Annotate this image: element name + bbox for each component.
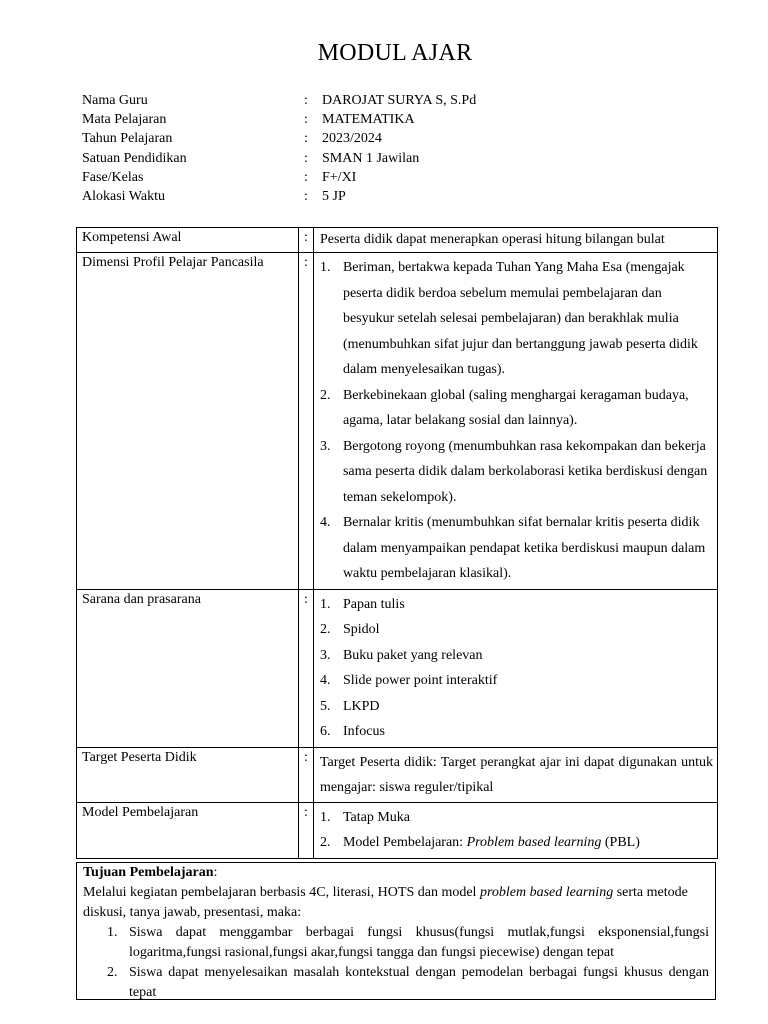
row-model-pembelajaran (77, 802, 718, 858)
list-item-text: Buku paket yang relevan (342, 647, 483, 663)
info-row (82, 189, 476, 208)
tujuan-heading: Tujuan Pembelajaran (83, 865, 214, 880)
row-value (313, 802, 717, 858)
list-item: 4. Slide power point interaktif (319, 673, 498, 688)
list-item-text: Berkebinekaan global (saling menghargai keragaman budaya, agama, latar belakang sosial dan lainnya). (342, 387, 689, 428)
info-colon: : (304, 93, 308, 108)
row-kompetensi-awal (77, 228, 718, 253)
list-item-text: Bernalar kritis (menumbuhkan sifat bernalar kritis peserta didik dalam menyampaikan pendapat ketika berdiskusi maupun dalam waktu pembelajaran klasikal). (342, 515, 706, 581)
row-colon: : (299, 589, 314, 747)
tujuan-pembelajaran-box (76, 862, 716, 1000)
list-item: 3. Buku paket yang relevan (319, 647, 483, 663)
info-colon: : (304, 150, 308, 166)
list-item-text: Beriman, bertakwa kepada Tuhan Yang Maha Esa (mengajak peserta didik berdoa sebelum memulai pembelajaran dan besyukur setelah selesai pembelajaran) dan berakhlak mulia (menumbuhkan sifat jujur dan bertanggung jawab peserta didik dalam menyelesaikan tugas). (342, 260, 698, 377)
list-item-text: Infocus (342, 724, 385, 739)
list-item-text: Spidol (342, 622, 380, 637)
dimensi-list (320, 255, 713, 587)
info-label: Fase/Kelas (82, 169, 144, 185)
document-title: MODUL AJAR (317, 40, 473, 66)
list-item-text: Papan tulis (342, 596, 405, 612)
tujuan-list (83, 923, 709, 1003)
tujuan-heading-line (83, 863, 709, 883)
list-item: 1. Beriman, bertakwa kepada Tuhan Yang Maha Esa (mengajak peserta didik berdoa sebelum memulai pembelajaran dan besyukur setelah selesai pembelajaran) dan berakhlak mulia (menumbuhkan sifat jujur dan bertanggung jawab peserta didik dalam menyelesaikan tugas). (319, 260, 698, 377)
list-item: 2. Siswa dapat menyelesaikan masalah kontekstual dengan pemodelan berbagai fungsi khusus dengan tepat (107, 965, 709, 1000)
info-label: Mata Pelajaran (82, 112, 167, 128)
list-item-suffix: (PBL) (601, 835, 640, 850)
info-value: MATEMATIKA (322, 112, 415, 128)
intro-suffix: serta metode diskusi, tanya jawab, presentasi, maka: (83, 885, 688, 920)
module-table (76, 227, 718, 859)
info-colon: : (304, 188, 308, 204)
row-value (313, 589, 717, 747)
info-label: Satuan Pendidikan (82, 150, 187, 166)
row-value (313, 253, 717, 590)
row-value: Target Peserta didik: Target perangkat ajar ini dapat digunakan untuk mengajar: siswa reguler/tipikal (313, 747, 717, 802)
row-colon: : (299, 802, 314, 858)
row-label: Target Peserta Didik (77, 747, 299, 802)
row-sarana-prasarana (77, 589, 718, 747)
list-item: 2. Model Pembelajaran: Problem based learning (PBL) (319, 835, 640, 850)
info-row (82, 112, 476, 131)
list-item: 2. Berkebinekaan global (saling menghargai keragaman budaya, agama, latar belakang sosial dan lainnya). (319, 387, 689, 428)
info-label: Nama Guru (82, 93, 148, 108)
info-value: F+/XI (322, 169, 357, 185)
list-item-prefix: Model Pembelajaran: (342, 835, 467, 850)
list-item-text: Tatap Muka (342, 809, 410, 825)
info-colon: : (304, 112, 308, 128)
list-item: 2. Spidol (319, 622, 380, 637)
tujuan-intro (83, 883, 709, 923)
tujuan-heading-colon: : (213, 865, 218, 880)
list-item-text: Siswa dapat menyelesaikan masalah kontekstual dengan pemodelan berbagai fungsi khusus dengan tepat (129, 965, 709, 1000)
row-label: Model Pembelajaran (77, 802, 299, 858)
info-value: SMAN 1 Jawilan (322, 150, 420, 166)
row-colon: : (299, 253, 314, 590)
intro-italic: problem based learning (479, 885, 614, 900)
list-item-italic: Problem based learning (466, 835, 602, 850)
row-colon: : (299, 228, 314, 253)
sarana-list (320, 592, 713, 745)
row-dimensi-profil (77, 253, 718, 590)
info-value: DAROJAT SURYA S, S.Pd (322, 93, 477, 108)
list-item: 1. Tatap Muka (319, 809, 410, 825)
info-colon: : (304, 169, 308, 185)
intro-prefix: Melalui kegiatan pembelajaran berbasis 4C, literasi, HOTS dan model (83, 885, 480, 900)
model-list (320, 805, 713, 856)
info-colon: : (304, 131, 308, 147)
info-label: Tahun Pelajaran (82, 131, 173, 147)
list-item: 4. Bernalar kritis (menumbuhkan sifat bernalar kritis peserta didik dalam menyampaikan pendapat ketika berdiskusi maupun dalam waktu pembelajaran klasikal). (319, 515, 706, 581)
row-label: Sarana dan prasarana (77, 589, 299, 747)
list-item: 1. Papan tulis (319, 596, 405, 612)
row-colon: : (299, 747, 314, 802)
list-item-text: Bergotong royong (menumbuhkan rasa kekompakan dan bekerja sama peserta didik dalam berkolaborasi ketika berdiskusi dengan teman sekelompok). (342, 438, 708, 505)
info-row (82, 93, 476, 112)
identity-block (82, 93, 476, 208)
info-row (82, 131, 476, 150)
list-item-text: Slide power point interaktif (342, 673, 498, 688)
info-value: 2023/2024 (322, 131, 382, 147)
info-row (82, 151, 476, 170)
list-item: 3. Bergotong royong (menumbuhkan rasa kekompakan dan bekerja sama peserta didik dalam berkolaborasi ketika berdiskusi dengan teman sekelompok). (319, 438, 708, 505)
list-item-text: Siswa dapat menggambar berbagai fungsi khusus(fungsi mutlak,fungsi eksponensial,fungsi logaritma,fungsi rasional,fungsi akar,fungsi tangga dan fungsi piecewise) dengan tepat (129, 925, 709, 960)
row-target-peserta (77, 747, 718, 802)
row-value: Peserta didik dapat menerapkan operasi hitung bilangan bulat (313, 228, 717, 253)
list-item: 6. Infocus (319, 724, 385, 739)
info-row (82, 170, 476, 189)
info-value: 5 JP (322, 188, 346, 204)
info-label: Alokasi Waktu (82, 188, 165, 204)
row-label: Dimensi Profil Pelajar Pancasila (77, 253, 299, 590)
list-item-text: LKPD (342, 698, 380, 714)
row-label: Kompetensi Awal (77, 228, 299, 253)
list-item: 1. Siswa dapat menggambar berbagai fungsi khusus(fungsi mutlak,fungsi eksponensial,fungsi logaritma,fungsi rasional,fungsi akar,fungsi tangga dan fungsi piecewise) dengan tepat (107, 925, 709, 960)
list-item: 5. LKPD (319, 698, 380, 714)
